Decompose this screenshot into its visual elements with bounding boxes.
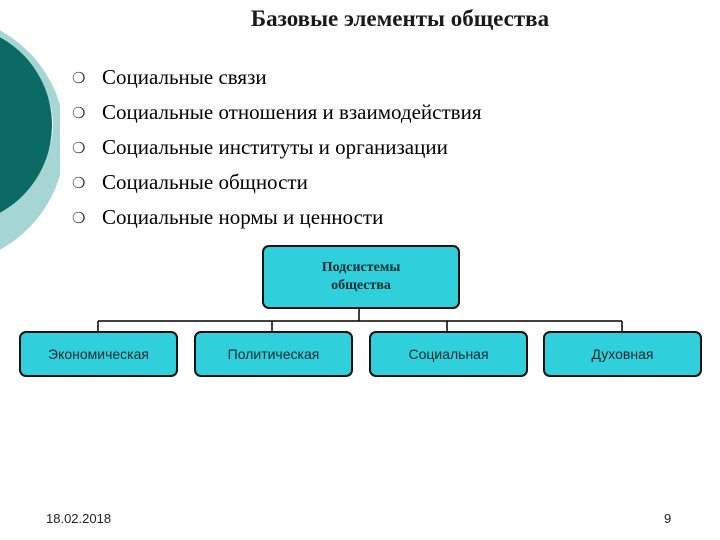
bullet-text: Социальные связи (102, 65, 267, 89)
root-node (262, 245, 460, 309)
page-number: 9 (664, 511, 672, 526)
node-political: Политическая (194, 331, 353, 377)
bullet-item (72, 95, 481, 130)
node-social: Социальная (369, 331, 528, 377)
bullet-text: Социальные нормы и ценности (102, 205, 384, 229)
bullet-text: Социальные общности (102, 170, 308, 194)
root-node-line1: Подсистемы (321, 260, 401, 275)
bullet-item (72, 130, 481, 165)
bullet-marker-icon: ❍ (72, 138, 86, 157)
bullet-marker-icon: ❍ (72, 68, 86, 87)
root-node-line2: общества (331, 278, 391, 293)
bullet-list (72, 60, 481, 235)
decorative-circles (0, 0, 60, 300)
slide-title: Базовые элементы общества (250, 6, 550, 31)
bullet-marker-icon: ❍ (72, 173, 86, 192)
bullet-text: Социальные институты и организации (102, 135, 448, 159)
bullet-item (72, 165, 481, 200)
bullet-item (72, 200, 481, 235)
footer-date: 18.02.2018 (46, 511, 112, 526)
bullet-text: Социальные отношения и взаимодействия (102, 100, 482, 124)
node-economic: Экономическая (19, 331, 178, 377)
bullet-marker-icon: ❍ (72, 103, 86, 122)
bullet-item (72, 60, 481, 95)
bullet-marker-icon: ❍ (72, 208, 86, 227)
node-spiritual: Духовная (543, 331, 702, 377)
